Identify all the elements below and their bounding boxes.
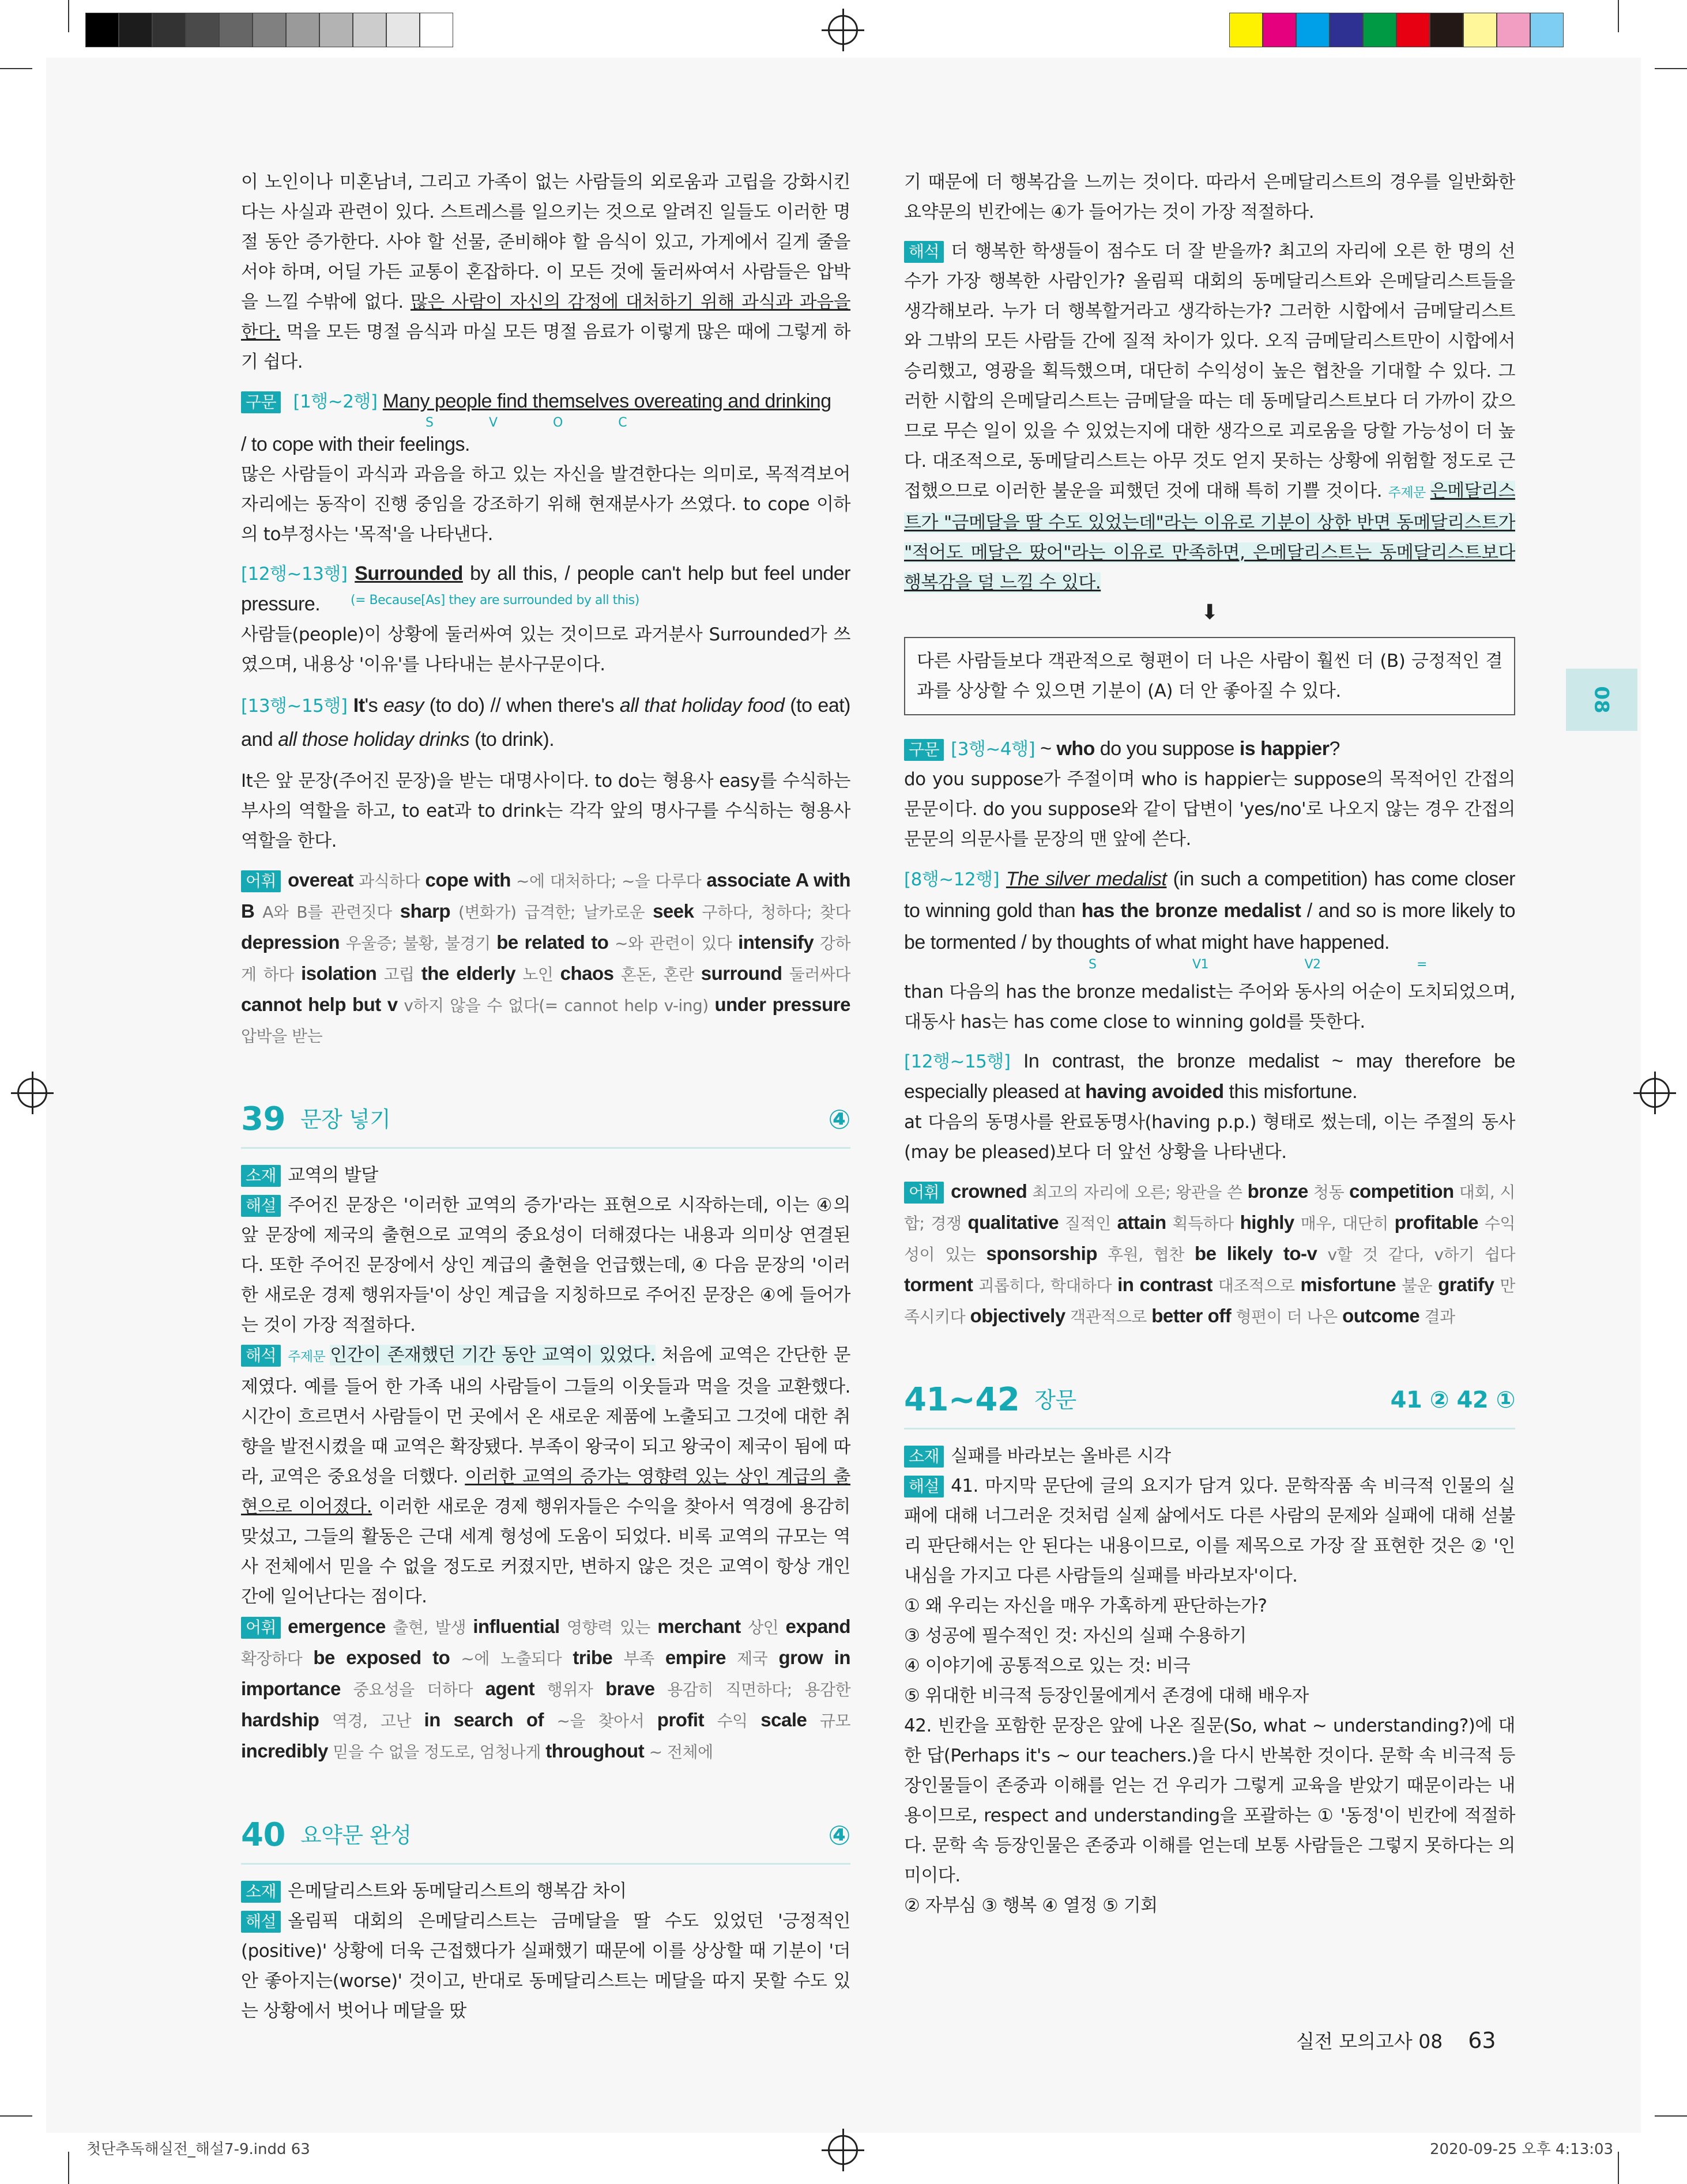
grammar-note-3: [13행~15행] It's easy (to do) // when there's all that holiday food (to eat) and all those holiday drinks (to drink).: [241, 695, 851, 750]
option-list: ② 자부심 ③ 행복 ④ 열정 ⑤ 기회: [904, 1895, 1158, 1916]
vocab-word: torment: [904, 1274, 973, 1295]
cmyk-color-bar: [1229, 13, 1564, 47]
section-40-header: [241, 1808, 850, 1865]
underlined-sentence: 많은 사람이 자신의 감정에 대처하기 위해 과식과 과음을 한다.: [241, 292, 851, 342]
registration-mark-top-icon: [828, 15, 858, 45]
translation: 해석 주제문 인간이 존재했던 기간 동안 교역이 있었다. 처음에 교역은 간단한 문제였다. 예를 들어 한 가족 내의 사람들이 그들의 이웃들과 먹을 것을 교환했다. 시간이 흐르면서 사람들이 먼 곳에서 온 새로운 제품에 노출되고 그것에 대한 취향을 발전시켰을 때 교역은 확장됐다. 부족이 왕국이 되고 왕국이 제국이 됨에 따라, 교역은 중요성을 더했다. 이러한 교역의 증가는 영향력 있는 상인 계급의 출현으로 이어졌다. 이러한 새로운 경제 행위자들은 수익을 찾아서 역경에 용감히 맞섰고, 그들의 활동은 근대 세계 형성에 도움이 되었다. 비록 교역의 규모는 역사 전체에서 믿을 수 없을 정도로 커졌지만, 변하지 않은 것은 교역이 항상 개인 간에 일어난다는 점이다.: [241, 1345, 850, 1607]
trim-mark: [0, 68, 32, 69]
vocab-word: emergence: [288, 1616, 386, 1637]
vocab-meaning: 출현, 발생: [385, 1618, 473, 1637]
passage-translation-continued: 이 노인이나 미혼남녀, 그리고 가족이 없는 사람들의 외로움과 고립을 강화시킨다는 사실과 관련이 있다. 스트레스를 일으키는 것으로 알려진 일들도 이러한 명절 동안 증가한다. 사야 할 선물, 준비해야 할 음식이 있고, 가게에서 길게 줄을 서야 하며, 어딜 가든 교통이 혼잡하다. 이 모든 것에 둘러싸여서 사람들은 압박을 느낄 수밖에 없다. 많은 사람이 자신의 감정에 대처하기 위해 과식과 과음을 한다. 먹을 모든 명절 음식과 마실 모든 명절 음료가 이렇게 많은 때에 그렇게 하기 쉽다.: [241, 172, 851, 372]
vocab-word: chaos: [560, 963, 614, 984]
vocab-meaning: ~ 전체에: [644, 1742, 713, 1761]
vocab-word: intensify: [738, 931, 814, 953]
color-swatch: [1330, 13, 1363, 47]
vocabulary-list: [241, 865, 850, 1051]
grayscale-color-bar: [85, 13, 453, 47]
option-item: ⑤ 위대한 비극적 등장인물에게서 존경에 대해 배우자: [904, 1685, 1309, 1706]
registration-mark-right-icon: [1640, 1078, 1670, 1108]
color-swatch: [119, 13, 152, 47]
section-39-header: [241, 1092, 850, 1149]
vocab-word: grow in importance: [241, 1647, 851, 1699]
color-swatch: [1463, 13, 1497, 47]
file-slug: 첫단추독해실전_해설7-9.indd 63: [86, 2141, 310, 2158]
trim-mark: [1655, 2115, 1687, 2117]
vocabulary-list: 어휘 emergence 출현, 발생 influential 영향력 있는 merchant 상인 expand 확장하다 be exposed to ~에 노출되다 tribe 부족 empire 제국 grow in importance 중요성을 더하다 agent 행위자 brave 용감히 직면하다; 용감한 hardship 역경, 고난 in search of ~을 찾아서 profit 수익 scale 규모 incredibly 믿을 수 없을 정도로, 엄청나게 throughout ~ 전체에: [241, 1616, 851, 1761]
vocab-meaning: 우울증; 불황, 불경기: [340, 934, 497, 953]
grammar-note-1: 구문 [3행~4행] ~ who do you suppose is happier?: [904, 734, 1515, 764]
color-swatch: [319, 13, 353, 47]
color-swatch: [85, 13, 119, 47]
vocab-meaning: 부족: [612, 1649, 665, 1668]
vocab-meaning: ~와 관련이 있다: [608, 934, 739, 953]
color-swatch: [1229, 13, 1263, 47]
explanation-42: 42. 빈칸을 포함한 문장은 앞에 나온 질문(So, what ~ understanding?)에 대한 답(Perhaps it's ~ our teachers.)을 다시 반복한 것이다. 문학 속 비극적 등장인물들이 존중과 이해를 얻는 건 우리가 그렇게 교육을 받았기 때문이라는 내용이므로, respect and understanding을 포괄하는 ① '동정'이 빈칸에 적절하다. 문학 속 등장인물은 존중과 이해를 얻는데 보통 사람들은 그렇지 못하다는 의미이다.: [904, 1715, 1515, 1886]
vocab-meaning: 확장하다: [241, 1649, 314, 1668]
vocab-word: crowned: [951, 1180, 1027, 1202]
trim-mark: [68, 0, 69, 32]
vocab-meaning: 수익성이 있는: [904, 1214, 1516, 1264]
vocab-word: better off: [1151, 1305, 1232, 1326]
left-column: 이 노인이나 미혼남녀, 그리고 가족이 없는 사람들의 외로움과 고립을 강화시킨다는 사실과 관련이 있다. 스트레스를 일으키는 것으로 알려진 일들도 이러한 명절 동안 증가한다. 사야 할 선물, 준비해야 할 음식이 있고, 가게에서 길게 줄을 서야 하며, 어딜 가든 교통이 혼잡하다. 이 모든 것에 둘러싸여서 사람들은 압박을 느낄 수밖에 없다. 많은 사람이 자신의 감정에 대처하기 위해 과식과 과음을 한다. 먹을 모든 명절 음식과 마실 모든 명절 음료가 이렇게 많은 때에 그렇게 하기 쉽다. 구문 [1행~2행] Many people find themselves overeating and drinking S V O C / to cope with their feelings. 많은 사람들이 과식과 과음을 하고 있는 자신을 발견한다는 의미로, 목적격보어 자리에는 동작이 진행 중임을 강조하기 위해 현재분사가 쓰였다. to cope 이하의 to부정사는 '목적'을 나타낸다. [12행~13행] Surrounded by all this, / people can't help but feel under pressure. (= Because[As] they are surrounded by all this) 사람들(people)이 상황에 둘러싸여 있는 것이므로 과거분사 Surrounded가 쓰였으며, 내용상 '이유'를 나타내는 분사구문이다. [13행~15행] It's easy (to do) // when there's all that holiday food (to eat) and all those holiday drinks (to drink). It은 앞 문장(주어진 문장)을 받는 대명사이다. to do는 형용사 easy를 수식하는 부사의 역할을 하고, to eat과 to drink는 각각 앞의 명사구를 수식하는 형용사 역할을 한다. 어휘 overeat 과식하다 cope with ~에 대처하다; ~을 다루다 associate A with B A와 B를 관련짓다 sharp (변화가) 급격한; 날카로운 seek 구하다, 청하다; 찾다 depression 우울증; 불황, 불경기 be related to ~와 관련이 있다 intensify 강하게 하다 isolation 고립 the elderly 노인 chaos 혼돈, 혼란 surround 둘러싸다 cannot help but v v하지 않을 수 없다(= cannot help v-ing) under pressure 압박을 받는 39 문장 넣기 ④ 소재 교역의 발달 해설 주어진 문장은 '이러한 교역의 증가'라는 표현으로 시작하는데, 이는 ④의 앞 문장에 제국의 출현으로 교역의 중요성이 더해졌다는 내용과 의미상 연결된다. 또한 주어진 문장에서 상인 계급의 출현을 언급했는데, ④ 다음 문장의 '이러한 새로운 경제 행위자들'이 상인 계급을 지칭하므로 주어진 문장은 ④에 들어가는 것이 가장 적절하다. 해석 주제문 인간이 존재했던 기간 동안 교역이 있었다. 처음에 교역은 간단한 문제였다. 예를 들어 한 가족 내의 사람들이 그들의 이웃들과 먹을 것을 교환했다. 시간이 흐르면서 사람들이 먼 곳에서 온 새로운 제품에 노출되고 그것에 대한 취향을 발전시켰을 때 교역은 확장됐다. 부족이 왕국이 되고 왕국이 제국이 됨에 따라, 교역은 중요성을 더했다. 이러한 교역의 증가는 영향력 있는 상인 계급의 출현으로 이어졌다. 이러한 새로운 경제 행위자들은 수익을 찾아서 역경에 용감히 맞섰고, 그들의 활동은 근대 세계 형성에 도움이 되었다. 비록 교역의 규모는 역사 전체에서 믿을 수 없을 정도로 커졌지만, 변하지 않은 것은 교역이 항상 개인 간에 일어난다는 점이다. 어휘 emergence 출현, 발생 influential 영향력 있는 merchant 상인 expand 확장하다 be exposed to ~에 노출되다 tribe 부족 empire 제국 grow in importance 중요성을 더하다 agent 행위자 brave 용감히 직면하다; 용감한 hardship 역경, 고난 in search of ~을 찾아서 profit 수익 scale 규모 incredibly 믿을 수 없을 정도로, 엄청나게 throughout ~ 전체에 40 요약문 완성 ④ 소재 은메달리스트와 동메달리스트의 행복감 차이 해설 올림픽 대회의 은메달리스트는 금메달을 딸 수도 있었던 '긍정적인(positive)' 상황에 더욱 근접했다가 실패했기 때문에 이를 상상할 때 기분이 '더 안 좋아지는(worse)' 것이고, 반대로 동메달리스트는 메달을 따지 못할 수도 있는 상황에서 벗어나 메달을 땄: [241, 167, 850, 2026]
vocab-word: tribe: [573, 1647, 613, 1668]
registration-mark-bottom-icon: [828, 2135, 858, 2165]
vocab-word: brave: [605, 1678, 655, 1699]
vocab-meaning: 매우, 대단히: [1294, 1214, 1395, 1233]
vocab-word: sponsorship: [986, 1243, 1097, 1264]
vocab-word: expand: [785, 1616, 850, 1637]
vocab-word: the elderly: [421, 963, 516, 984]
section-title: 문장 넣기: [300, 1107, 391, 1132]
color-swatch: [420, 13, 453, 47]
answer: ④: [828, 1104, 850, 1135]
vocab-label: 어휘: [241, 870, 281, 892]
vocab-meaning: 후원, 협찬: [1097, 1245, 1195, 1264]
vocab-word: cannot help but v: [241, 994, 398, 1015]
color-swatch: [386, 13, 420, 47]
answer: 41 ② 42 ①: [1390, 1387, 1515, 1413]
arrow-down-icon: ⬇: [1201, 601, 1218, 624]
translation: 해석 더 행복한 학생들이 점수도 더 잘 받을까? 최고의 자리에 오른 한 명의 선수가 가장 행복한 사람인가? 올림픽 대회의 동메달리스트와 은메달리스트들을 생각해보라. 누가 더 행복할거라고 생각하는가? 그러한 시합에서 금메달리스트와 그밖의 모든 사람들 간에 질적 차이가 있다. 오직 금메달리스트만이 시합에서 승리했고, 영광을 획득했으며, 대단히 수익성이 높은 협찬을 기대할 수 있다. 그러한 시합의 은메달리스트는 금메달을 따는 데 동메달리스트보다 더 가까이 갔으므로 무슨 일이 있을 수 있었는지에 대한 생각으로 괴로움을 당할 가능성이 더 높다. 대조적으로, 동메달리스트는 아무 것도 얻지 못하는 상황에 위험할 정도로 근접했으므로 이러한 불운을 피했던 것에 대해 특히 기쁠 것이다. 주제문 은메달리스트가 "금메달을 딸 수도 있었는데"라는 이유로 기분이 상한 반면 동메달리스트가 "적어도 메달은 땄어"라는 이유로 만족하면, 은메달리스트는 동메달리스트보다 행복감을 덜 느낄 수 있다.: [904, 241, 1515, 593]
summary-box: 다른 사람들보다 객관적으로 형편이 더 나은 사람이 훨씬 더 (B) 긍정적인 결과를 상상할 수 있으면 기분이 (A) 더 안 좋아질 수 있다.: [904, 637, 1515, 715]
color-swatch: [1263, 13, 1296, 47]
explanation-continued: 기 때문에 더 행복감을 느끼는 것이다. 따라서 은메달리스트의 경우를 일반화한 요약문의 빈칸에는 ④가 들어가는 것이 가장 적절하다.: [904, 172, 1515, 222]
registration-mark-left-icon: [17, 1078, 47, 1108]
vocab-word: influential: [473, 1616, 560, 1637]
option-item: ① 왜 우리는 자신을 매우 가혹하게 판단하는가?: [904, 1595, 1267, 1616]
color-swatch: [1396, 13, 1430, 47]
vocab-word: be related to: [496, 931, 609, 953]
grammar-note-2: [8행~12행] The silver medalist (in such a competition) has come closer to winning gold than has the bronze medalist / and so is more likely to be tormented / by thoughts of what might have happened.: [904, 868, 1516, 953]
vocab-meaning: 결과: [1419, 1307, 1455, 1326]
vocab-meaning: v하지 않을 수 없다(= cannot help v-ing): [397, 996, 715, 1015]
explanation: 해설 41. 마지막 문단에 글의 요지가 담겨 있다. 문학작품 속 비극적 인물의 실패에 대해 너그러운 것처럼 실제 삶에서도 다른 사람의 문제와 실패에 대해 섣불리 판단해서는 안 된다는 내용이므로, 이를 제목으로 가장 잘 표현한 것은 ② '인내심을 가지고 다른 사람들의 실패를 바라보자'이다.: [904, 1476, 1515, 1586]
color-swatch: [1497, 13, 1530, 47]
vocab-meaning: 형편이 더 나은: [1231, 1307, 1343, 1326]
section-41-42-header: [904, 1372, 1515, 1429]
vocab-meaning: 질적인: [1059, 1214, 1117, 1233]
topic: 소재 교역의 발달: [241, 1160, 850, 1190]
vocab-word: be exposed to: [313, 1647, 450, 1668]
grammar-note-1: 구문 [1행~2행] Many people find themselves overeating and drinking: [241, 386, 850, 417]
vocab-meaning: (변화가) 급격한; 날카로운: [450, 903, 653, 922]
topic: 소재 은메달리스트와 동메달리스트의 행복감 차이: [241, 1876, 850, 1906]
paraphrase-note: (= Because[As] they are surrounded by all this): [351, 593, 639, 608]
vocab-meaning: 고립: [376, 965, 421, 984]
vocab-meaning: 대조적으로: [1212, 1276, 1301, 1295]
vocab-word: objectively: [970, 1305, 1065, 1326]
trim-mark: [1618, 0, 1619, 32]
vocab-word: seek: [653, 900, 694, 922]
section-number: 40: [241, 1816, 285, 1854]
vocab-meaning: 노인: [515, 965, 560, 984]
color-swatch: [152, 13, 186, 47]
vocab-word: competition: [1349, 1180, 1454, 1202]
vocab-word: under pressure: [714, 994, 850, 1015]
color-swatch: [1363, 13, 1396, 47]
vocab-word: cope with: [425, 869, 511, 891]
vocab-meaning: 상인: [740, 1618, 786, 1637]
vocab-meaning: 강하게 하다: [241, 934, 850, 984]
color-swatch: [353, 13, 386, 47]
vocab-meaning: 대회, 시합; 경쟁: [904, 1183, 1515, 1233]
vocab-meaning: 만족시키다: [904, 1276, 1515, 1326]
color-swatch: [1296, 13, 1330, 47]
vocabulary-list: 어휘 crowned 최고의 자리에 오른; 왕관을 쓴 bronze 청동 competition 대회, 시합; 경쟁 qualitative 질적인 attain 획득하다 highly 매우, 대단히 profitable 수익성이 있는 sponsorship 후원, 협찬 be likely to-v v할 것 같다, v하기 쉽다 torment 괴롭히다, 학대하다 in contrast 대조적으로 misfortune 불운 gratify 만족시키다 objectively 객관적으로 better off 형편이 더 나은 outcome 결과: [904, 1180, 1516, 1326]
vocab-meaning: 용감히 직면하다; 용감한: [654, 1680, 850, 1699]
vocab-meaning: 둘러싸다: [782, 965, 850, 984]
vocab-meaning: 중요성을 더하다: [340, 1680, 485, 1699]
option-item: ③ 성공에 필수적인 것: 자신의 실패 수용하기: [904, 1625, 1247, 1646]
vocab-word: attain: [1117, 1212, 1166, 1233]
vocab-word: outcome: [1342, 1305, 1420, 1326]
vocab-word: profitable: [1394, 1212, 1479, 1233]
explanation: 해설 주어진 문장은 '이러한 교역의 증가'라는 표현으로 시작하는데, 이는 ④의 앞 문장에 제국의 출현으로 교역의 중요성이 더해졌다는 내용과 의미상 연결된다. 또한 주어진 문장에서 상인 계급의 출현을 언급했는데, ④ 다음 문장의 '이러한 새로운 경제 행위자들'이 상인 계급을 지칭하므로 주어진 문장은 ④에 들어가는 것이 가장 적절하다.: [241, 1195, 850, 1336]
option-item: ④ 이야기에 공통적으로 있는 것: 비극: [904, 1655, 1191, 1676]
vocab-meaning: 압박을 받는: [241, 1027, 323, 1046]
vocab-word: depression: [241, 931, 340, 953]
vocab-word: profit: [657, 1709, 705, 1730]
color-swatch: [1530, 13, 1564, 47]
color-swatch: [186, 13, 219, 47]
vocab-meaning: 객관적으로: [1065, 1307, 1152, 1326]
vocab-meaning: ~에 대처하다; ~을 다루다: [510, 872, 707, 891]
vocab-meaning: 행위자: [534, 1680, 606, 1699]
vocab-meaning: 구하다, 청하다; 찾다: [694, 903, 851, 922]
vocab-word: qualitative: [967, 1212, 1059, 1233]
grammar-note-2: [12행~13행] Surrounded by all this, / people can't help but feel under pressure.: [241, 563, 850, 615]
vocab-word: sharp: [400, 900, 451, 922]
page-footer: 실전 모의고사 08 63: [1296, 2028, 1496, 2053]
vocab-word: misfortune: [1300, 1274, 1396, 1295]
vocab-word: associate A with B: [241, 869, 850, 922]
vocab-meaning: 영향력 있는: [559, 1618, 658, 1637]
color-swatch: [286, 13, 319, 47]
vocab-word: in contrast: [1117, 1274, 1212, 1295]
right-column: 기 때문에 더 행복감을 느끼는 것이다. 따라서 은메달리스트의 경우를 일반화한 요약문의 빈칸에는 ④가 들어가는 것이 가장 적절하다. 해석 더 행복한 학생들이 점수도 더 잘 받을까? 최고의 자리에 오른 한 명의 선수가 가장 행복한 사람인가? 올림픽 대회의 동메달리스트와 은메달리스트들을 생각해보라. 누가 더 행복할거라고 생각하는가? 그러한 시합에서 금메달리스트와 그밖의 모든 사람들 간에 질적 차이가 있다. 오직 금메달리스트만이 시합에서 승리했고, 영광을 획득했으며, 대단히 수익성이 높은 협찬을 기대할 수 있다. 그러한 시합의 은메달리스트는 금메달을 따는 데 동메달리스트보다 더 가까이 갔으므로 무슨 일이 있을 수 있었는지에 대한 생각으로 괴로움을 당할 가능성이 더 높다. 대조적으로, 동메달리스트는 아무 것도 얻지 못하는 상황에 위험할 정도로 근접했으므로 이러한 불운을 피했던 것에 대해 특히 기쁠 것이다. 주제문 은메달리스트가 "금메달을 딸 수도 있었는데"라는 이유로 기분이 상한 반면 동메달리스트가 "적어도 메달은 땄어"라는 이유로 만족하면, 은메달리스트는 동메달리스트보다 행복감을 덜 느낄 수 있다. ⬇ 다른 사람들보다 객관적으로 형편이 더 나은 사람이 훨씬 더 (B) 긍정적인 결과를 상상할 수 있으면 기분이 (A) 더 안 좋아질 수 있다. 구문 [3행~4행] ~ who do you suppose is happier? do you suppose가 주절이며 who is happier는 suppose의 목적어인 간접의문문이다. do you suppose와 같이 답변이 'yes/no'로 나오지 않는 경우 간접의문문의 의문사를 문장의 맨 앞에 쓴다. [8행~12행] The silver medalist (in such a competition) has come closer to winning gold than has the bronze medalist / and so is more likely to be tormented / by thoughts of what might have happened. S V1 V2 = than 다음의 has the bronze medalist는 주어와 동사의 어순이 도치되었으며, 대동사 has는 has come close to winning gold를 뜻한다. [12행~15행] In contrast, the bronze medalist ~ may therefore be especially pleased at having avoided this misfortune. at 다음의 동명사를 완료동명사(having p.p.) 형태로 썼는데, 이는 주절의 동사(may be pleased)보다 더 앞선 상황을 나타낸다. 어휘 crowned 최고의 자리에 오른; 왕관을 쓴 bronze 청동 competition 대회, 시합; 경쟁 qualitative 질적인 attain 획득하다 highly 매우, 대단히 profitable 수익성이 있는 sponsorship 후원, 협찬 be likely to-v v할 것 같다, v하기 쉽다 torment 괴롭히다, 학대하다 in contrast 대조적으로 misfortune 불운 gratify 만족시키다 objectively 객관적으로 better off 형편이 더 나은 outcome 결과 41~42 장문 41 ② 42 ① 소재 실패를 바라보는 올바른 시각 해설 41. 마지막 문단에 글의 요지가 담겨 있다. 문학작품 속 비극적 인물의 실패에 대해 너그러운 것처럼 실제 삶에서도 다른 사람의 문제와 실패에 대해 섣불리 판단해서는 안 된다는 내용이므로, 이를 제목으로 가장 잘 표현한 것은 ② '인내심을 가지고 다른 사람들의 실패를 바라보자'이다. ① 왜 우리는 자신을 매우 가혹하게 판단하는가? ③ 성공에 필수적인 것: 자신의 실패 수용하기 ④ 이야기에 공통적으로 있는 것: 비극 ⑤ 위대한 비극적 등장인물에게서 존경에 대해 배우자 42. 빈칸을 포함한 문장은 앞에 나온 질문(So, what ~ understanding?)에 대한 답(Perhaps it's ~ our teachers.)을 다시 반복한 것이다. 문학 속 비극적 등장인물들이 존중과 이해를 얻는 건 우리가 그렇게 교육을 받았기 때문이라는 내용이므로, respect and understanding을 포괄하는 ① '동정'이 빈칸에 적절하다. 문학 속 등장인물은 존중과 이해를 얻는데 보통 사람들은 그렇지 못하다는 의미이다. ② 자부심 ③ 행복 ④ 열정 ⑤ 기회: [904, 167, 1515, 1921]
chapter-side-tab: 08: [1566, 669, 1637, 731]
vocab-meaning: 괴롭히다, 학대하다: [973, 1276, 1118, 1295]
vocab-word: surround: [701, 963, 782, 984]
grammar-label: 구문: [241, 391, 281, 413]
page-number: 63: [1468, 2028, 1496, 2053]
explanation: 해설 올림픽 대회의 은메달리스트는 금메달을 딸 수도 있었던 '긍정적인(positive)' 상황에 더욱 근접했다가 실패했기 때문에 이를 상상할 때 기분이 '더 안 좋아지는(worse)' 것이고, 반대로 동메달리스트는 메달을 따지 못할 수도 있는 상황에서 벗어나 메달을 땄: [241, 1911, 850, 2021]
vocab-word: throughout: [545, 1740, 645, 1761]
topic: 소재 실패를 바라보는 올바른 시각: [904, 1441, 1515, 1471]
vocab-word: be likely to-v: [1195, 1243, 1317, 1264]
answer: ④: [828, 1820, 850, 1851]
vocab-meaning: 불운: [1396, 1276, 1439, 1295]
vocab-word: merchant: [657, 1616, 741, 1637]
vocab-meaning: 과식하다: [353, 872, 425, 891]
trim-mark: [1618, 2152, 1619, 2184]
color-swatch: [1430, 13, 1463, 47]
section-title: 장문: [1034, 1387, 1076, 1413]
vocab-meaning: A와 B를 관련짓다: [254, 903, 400, 922]
trim-mark: [68, 2152, 69, 2184]
vocab-word: highly: [1240, 1212, 1294, 1233]
trim-mark: [0, 2115, 32, 2117]
vocab-word: agent: [485, 1678, 535, 1699]
date-slug: 2020-09-25 오후 4:13:03: [1430, 2141, 1614, 2158]
sentence-tags: S V O C: [425, 416, 627, 430]
vocab-meaning: 청동: [1308, 1183, 1350, 1202]
vocab-word: isolation: [301, 963, 377, 984]
vocab-word: hardship: [241, 1709, 319, 1730]
vocab-meaning: 규모: [807, 1711, 850, 1730]
vocab-word: incredibly: [241, 1740, 328, 1761]
trim-mark: [1655, 68, 1687, 69]
vocab-word: empire: [665, 1647, 726, 1668]
section-title: 요약문 완성: [300, 1823, 412, 1848]
section-number: 39: [241, 1100, 285, 1138]
vocab-word: gratify: [1438, 1274, 1494, 1295]
vocab-word: scale: [760, 1709, 807, 1730]
section-number: 41~42: [904, 1381, 1020, 1419]
color-swatch: [253, 13, 286, 47]
vocab-meaning: ~에 노출되다: [450, 1649, 573, 1668]
vocab-meaning: v할 것 같다, v하기 쉽다: [1317, 1245, 1515, 1264]
sentence-tags: S V1 V2 =: [1089, 957, 1427, 972]
vocab-word: in search of: [424, 1709, 544, 1730]
vocab-meaning: 믿을 수 없을 정도로, 엄청나게: [327, 1742, 546, 1761]
vocab-meaning: 최고의 자리에 오른; 왕관을 쓴: [1027, 1183, 1248, 1202]
vocab-meaning: ~을 찾아서: [544, 1711, 657, 1730]
vocab-meaning: 혼돈, 혼란: [613, 965, 701, 984]
color-swatch: [219, 13, 253, 47]
vocab-meaning: 역경, 고난: [319, 1711, 424, 1730]
vocab-word: overeat: [288, 869, 354, 891]
grammar-note-3: [12행~15행] In contrast, the bronze medalist ~ may therefore be especially pleased at having avoided this misfortune.: [904, 1050, 1515, 1103]
vocab-meaning: 제국: [726, 1649, 779, 1668]
vocab-meaning: 획득하다: [1166, 1214, 1240, 1233]
vocab-meaning: 수익: [704, 1711, 761, 1730]
vocab-word: bronze: [1247, 1180, 1308, 1202]
